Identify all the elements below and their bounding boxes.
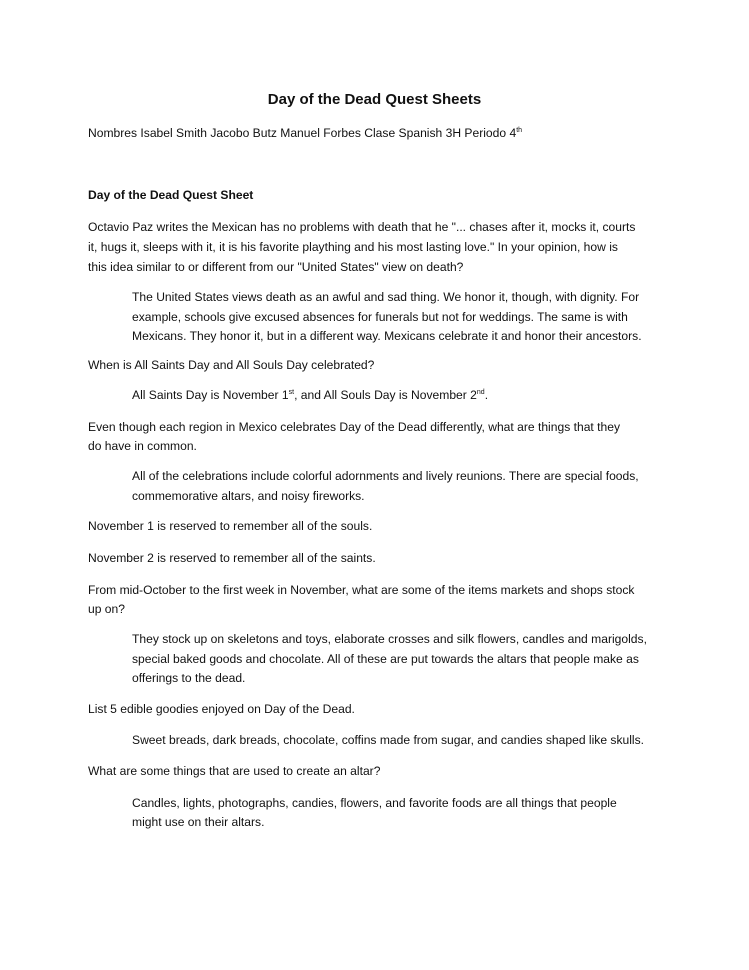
nombres-text: Nombres Isabel Smith Jacobo Butz Manuel Forbes Clase Spanish 3H Periodo 4 — [88, 126, 517, 140]
question-1-line-2: it, hugs it, sleeps with it, it is his favorite plaything and his most lasting love." In your opinion, how is — [88, 240, 618, 254]
question-4-line-2: up on? — [88, 602, 125, 616]
question-6: What are some things that are used to create an altar? — [88, 764, 381, 778]
answer-5: Sweet breads, dark breads, chocolate, coffins made from sugar, and candies shaped like skulls. — [132, 733, 645, 747]
answer-1-line-1: The United States views death as an awful and sad thing. We honor it, though, with dignity. For — [132, 290, 640, 304]
question-3-line-2: do have in common. — [88, 439, 197, 453]
question-2: When is All Saints Day and All Souls Day celebrated? — [88, 358, 375, 372]
question-1-line-1: Octavio Paz writes the Mexican has no problems with death that he "... chases after it, mocks it, courts — [88, 220, 636, 234]
answer-4-line-3: offerings to the dead. — [132, 671, 246, 685]
answer-2-part-2: , and All Souls Day is November 2 — [294, 388, 477, 402]
answer-2-superscript-2: nd — [476, 389, 485, 396]
answer-2 — [132, 385, 712, 405]
answer-1-line-2: example, schools give excused absences for funerals but not for weddings. The same is with — [132, 310, 628, 324]
question-4-line-1: From mid-October to the first week in November, what are some of the items markets and shops stock — [88, 583, 635, 597]
answer-4-line-2: special baked goods and chocolate. All of these are put towards the altars that people make as — [132, 652, 639, 666]
answer-1-line-3: Mexicans. They honor it, but in a different way. Mexicans celebrate it and honor their ancestors. — [132, 329, 642, 343]
answer-6-line-2: might use on their altars. — [132, 815, 265, 829]
answer-3-line-1: All of the celebrations include colorful adornments and lively reunions. There are special foods, — [132, 469, 639, 483]
question-1-line-3: this idea similar to or different from our "United States" view on death? — [88, 260, 464, 274]
statement-november-1: November 1 is reserved to remember all of the souls. — [88, 519, 373, 533]
answer-2-superscript-1: st — [288, 389, 295, 396]
statement-november-2: November 2 is reserved to remember all of the saints. — [88, 551, 376, 565]
answer-4-line-1: They stock up on skeletons and toys, elaborate crosses and silk flowers, candles and marigolds, — [132, 632, 647, 646]
question-5: List 5 edible goodies enjoyed on Day of the Dead. — [88, 702, 355, 716]
section-heading: Day of the Dead Quest Sheet — [88, 188, 254, 202]
answer-3-line-2: commemorative altars, and noisy fireworks. — [132, 489, 365, 503]
periodo-superscript: th — [516, 127, 523, 134]
answer-2-part-1: All Saints Day is November 1 — [132, 388, 289, 402]
answer-2-part-3: . — [484, 388, 489, 402]
question-3-line-1: Even though each region in Mexico celebrates Day of the Dead differently, what are things that they — [88, 420, 620, 434]
answer-6-line-1: Candles, lights, photographs, candies, flowers, and favorite foods are all things that people — [132, 796, 617, 810]
page-title: Day of the Dead Quest Sheets — [267, 91, 482, 108]
header-line — [88, 123, 668, 143]
